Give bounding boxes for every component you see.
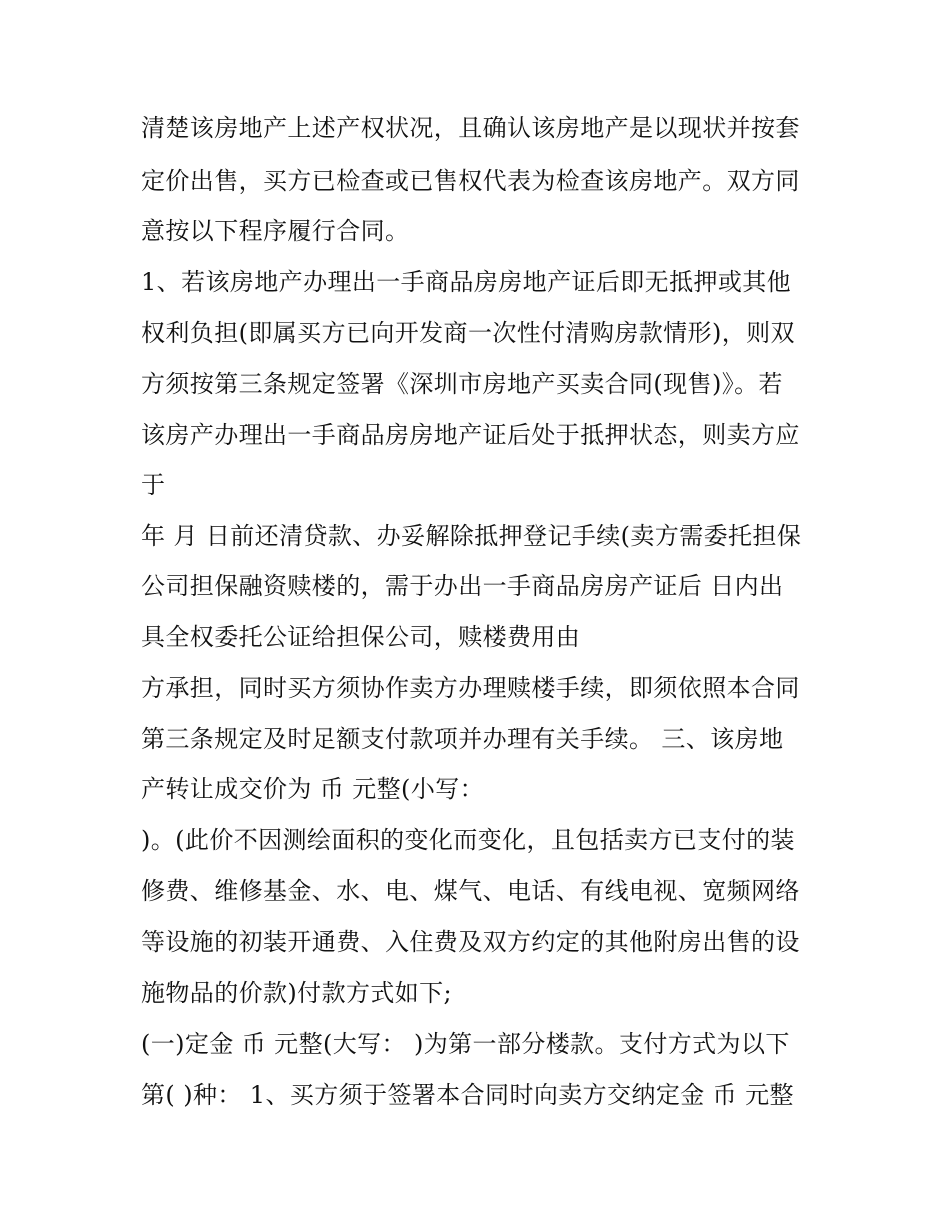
body-text-line: 该房产办理出一手商品房房地产证后处于抵押状态，则卖方应 — [141, 421, 800, 449]
body-text-line: 权利负担(即属买方已向开发商一次性付清购房款情形)，则双 — [141, 319, 795, 347]
body-text-line: 公司担保融资赎楼的，需于办出一手商品房房产证后 日内出 — [141, 572, 784, 600]
body-text-line: 第( )种： 1、买方须于签署本合同时向卖方交纳定金 币 元整 — [141, 1081, 794, 1109]
body-text-line: 具全权委托公证给担保公司，赎楼费用由 — [141, 623, 581, 651]
body-text-line: 方须按第三条规定签署《深圳市房地产买卖合同(现售)》。若 — [141, 370, 783, 398]
body-text-line: 定价出售，买方已检查或已售权代表为检查该房地产。双方同 — [141, 167, 800, 195]
body-text-line: )。(此价不因测绘面积的变化而变化，且包括卖方已支付的装 — [141, 826, 795, 854]
body-text-line: 修费、维修基金、水、电、煤气、电话、有线电视、宽频网络 — [141, 877, 800, 905]
body-text-line: 施物品的价款)付款方式如下; — [141, 979, 453, 1007]
body-text-line: 方承担，同时买方须协作卖方办理赎楼手续，即须依照本合同 — [141, 674, 800, 702]
body-text-line: 产转让成交价为 币 元整(小写： — [141, 775, 485, 803]
body-text-line: 意按以下程序履行合同。 — [141, 217, 410, 245]
body-text-line: 第三条规定及时足额支付款项并办理有关手续。 三、该房地 — [141, 725, 784, 753]
body-text-line: 1、若该房地产办理出一手商品房房地产证后即无抵押或其他 — [141, 268, 792, 296]
body-text-line: 年 月 日前还清贷款、办妥解除抵押登记手续(卖方需委托担保 — [141, 522, 802, 550]
body-text-line: 等设施的初装开通费、入住费及双方约定的其他附房出售的设 — [141, 928, 800, 956]
body-text-line: 清楚该房地产上述产权状况，且确认该房地产是以现状并按套 — [141, 114, 800, 142]
body-text-line: 于 — [141, 471, 166, 499]
body-text-line: (一)定金 币 元整(大写： )为第一部分楼款。支付方式为以下 — [141, 1030, 790, 1058]
